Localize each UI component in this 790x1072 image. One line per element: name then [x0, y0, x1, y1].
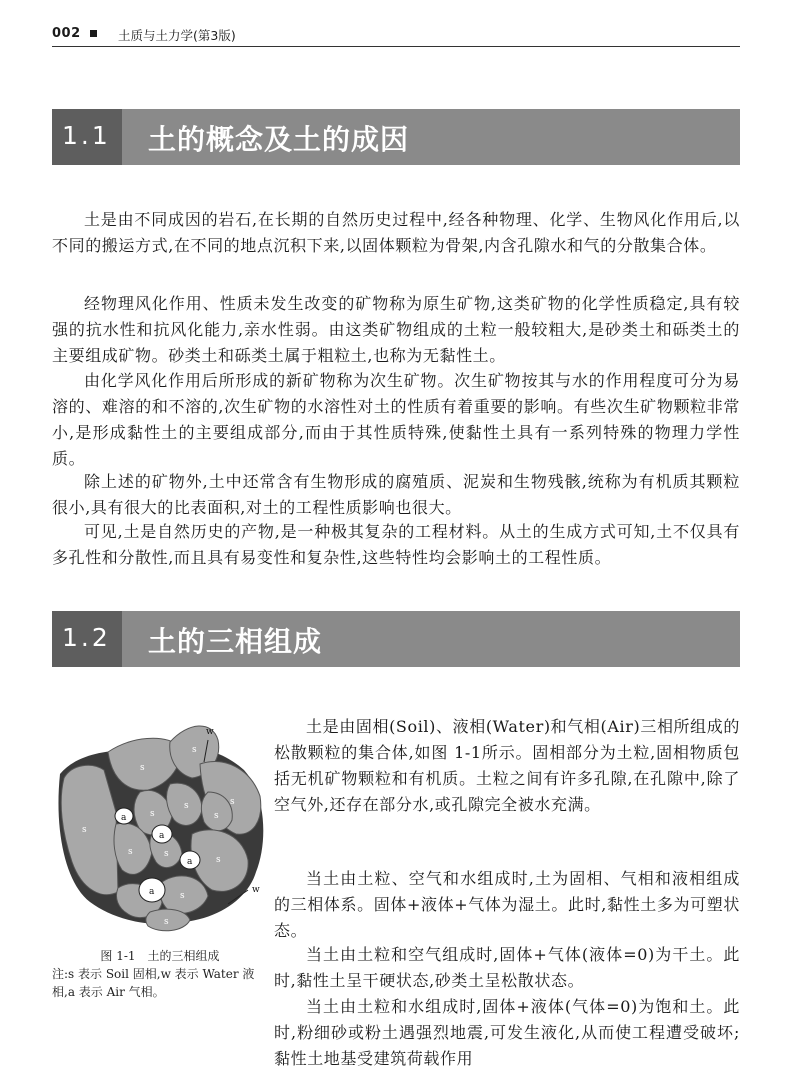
soil-label: s	[216, 855, 221, 865]
soil-label: s	[164, 849, 169, 859]
air-label: a	[121, 813, 127, 823]
figure-note: 注:s 表示 Soil 固相,w 表示 Water 液相,a 表示 Air 气相。	[52, 967, 255, 999]
paragraph: 土是由不同成因的岩石,在长期的自然历史过程中,经各种物理、化学、生物风化作用后,以不同的搬运方式,在不同的地点沉积下来,以固体颗粒为骨架,内含孔隙水和气的分散集合体。	[52, 210, 740, 255]
soil-label: s	[184, 801, 189, 811]
paragraph: 当土由土粒、空气和水组成时,土为固相、气相和液相组成的三相体系。固体+液体+气体为湿土。此时,黏性土多为可塑状态。	[274, 869, 740, 940]
soil-label: s	[82, 825, 87, 835]
air-label: a	[149, 887, 155, 897]
paragraph: 除上述的矿物外,土中还常含有生物形成的腐殖质、泥炭和生物残骸,统称为有机质其颗粒很小,具有很大的比表面积,对土的工程性质影响也很大。	[52, 472, 740, 517]
section-heading-1-1	[52, 109, 740, 165]
page-number: 002	[52, 26, 81, 41]
section-heading-1-2	[52, 611, 740, 667]
soil-label: s	[180, 891, 185, 901]
air-label: a	[187, 857, 193, 867]
water-label: w	[206, 727, 214, 737]
paragraph: 经物理风化作用、性质未发生改变的矿物称为原生矿物,这类矿物的化学性质稳定,具有较强的抗水性和抗风化能力,亲水性弱。由这类矿物组成的土粒一般较粗大,是砂类土和砾类土的主要组成矿物。砂类土和砾类土属于粗粒土,也称为无黏性土。	[52, 294, 740, 365]
figure-title: 图 1-1 土的三相组成	[100, 949, 220, 963]
soil-label: s	[230, 797, 235, 807]
book-title: 土质与土力学(第3版)	[118, 28, 236, 43]
section-title: 土的三相组成	[148, 625, 323, 658]
water-label: w	[252, 885, 260, 895]
soil-label: s	[192, 745, 197, 755]
paragraph: 可见,土是自然历史的产物,是一种极其复杂的工程材料。从土的生成方式可知,土不仅具有多孔性和分散性,而且具有易变性和复杂性,这些特性均会影响土的工程性质。	[52, 522, 740, 567]
paragraph: 当土由土粒和空气组成时,固体+气体(液体=0)为干土。此时,黏性土呈干硬状态,砂类土呈松散状态。	[274, 945, 740, 990]
paragraph: 当土由土粒和水组成时,固体+液体(气体=0)为饱和土。此时,粉细砂或粉土遇强烈地震,可发生液化,从而使工程遭受破坏;黏性土地基受建筑荷载作用	[274, 997, 740, 1068]
paragraph: 由化学风化作用后所形成的新矿物称为次生矿物。次生矿物按其与水的作用程度可分为易溶的、难溶的和不溶的,次生矿物的水溶性对土的性质有着重要的影响。有些次生矿物颗粒非常小,是形成黏性土的主要组成部分,而由于其性质特殊,使黏性土具有一系列特殊的物理力学性质。	[52, 371, 740, 468]
air-label: a	[159, 831, 165, 841]
running-header	[52, 22, 740, 47]
section-title: 土的概念及土的成因	[148, 123, 410, 156]
soil-label: s	[164, 917, 169, 927]
soil-label: s	[140, 763, 145, 773]
soil-label: s	[150, 809, 155, 819]
section-number: 1.2	[62, 623, 111, 652]
paragraph: 土是由固相(Soil)、液相(Water)和气相(Air)三相所组成的松散颗粒的集合体,如图 1-1所示。固相部分为土粒,固相物质包括无机矿物颗粒和有机质。土粒之间有许多孔隙,在孔隙中,除了空气外,还存在部分水,或孔隙完全被水充满。	[274, 717, 740, 814]
section-notch	[122, 109, 138, 165]
soil-label: s	[214, 811, 219, 821]
header-square-icon	[90, 30, 97, 37]
three-phase-soil-diagram	[52, 712, 274, 942]
section-number: 1.1	[62, 121, 111, 150]
soil-label: s	[128, 847, 133, 857]
section-notch	[122, 611, 138, 667]
